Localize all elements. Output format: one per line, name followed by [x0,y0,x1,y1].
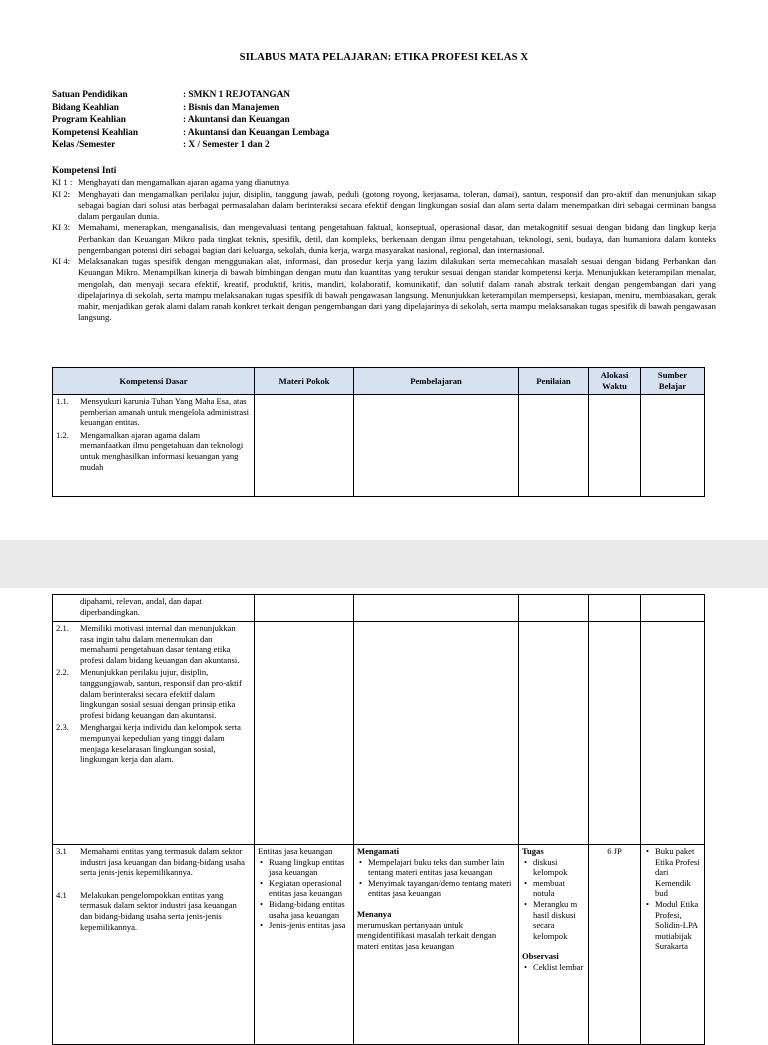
list-item: • Kegiatan operasional entitas jasa keuangan [269,878,350,899]
header-sumber-belajar: Sumber Belajar [641,368,705,395]
materi-list [258,857,350,931]
list-item: • diskusi kelompok [533,857,585,878]
page-gap [0,540,768,588]
header-penilaian: Penilaian [519,368,589,395]
ki-item: KI 4: Melaksanakan tugas spesifik dengan menggunakan alat, informasi, dan prosedur kerja yang lazim dilakukan serta memecahkan masalah sesuai dengan bidang Perbankan dan Keuangan Mikro. Menampilkan kinerja di bawah bimbingan dengan mutu dan kuantitas yang terukur sesuai dengan standar kompetensi kerja. Menunjukkan keterampilan menalar, mengolah, dan menyaji secara efektif, kreatif, produktif, kritis, mandiri, kolaboratif, komunikatif, dan solutif dalam ranah abstrak terkait dengan pengembangan dari yang dipelajarinya di sekolah, serta mampu melaksanakan tugas spesifik di bawah pengawasan langsung. Menunjukkan keterampilan mempersepsi, kesiapan, meniru, membiasakan, gerak mahir, menjadikan gerak alami dalam ranah konkret terkait dengan pengembangan dari yang dipelajarinya di sekolah, serta mampu melaksanakan tugas spesifik di bawah pengawasan langsung. [52,256,716,323]
list-item: • Bidang-bidang entitas usaha jasa keuangan [269,899,350,920]
ki-item: KI 3: Memahami, menerapkan, menganalisis, dan mengevaluasi tentang pengetahuan faktual, konseptual, operasional dasar, dan metakognitif sesuai dengan bidang dan lingkup kerja Perbankan dan Keuangan Mikro pada tingkat teknis, spesifik, detil, dan kompleks, berkenaan dengan ilmu pengetahuan, teknologi, seni, budaya, dan humaniora dalam konteks pengembangan potensi diri sebagai bagian dari keluarga, sekolah, dunia kerja, warga masyarakat nasional, regional, dan internasional. [52,222,716,255]
table-row [53,622,705,845]
document-title: SILABUS MATA PELAJARAN: ETIKA PROFESI KELAS X [239,52,529,63]
kompetensi-inti [52,166,716,324]
identity-row: Kompetensi Keahlian : Akuntansi dan Keuangan Lembaga [52,127,330,138]
identity-block [52,89,329,152]
list-item: • Buku paket Etika Profesi dari Kemendik bud [655,846,701,899]
ki-heading: Kompetensi Inti [52,166,117,176]
syllabus-table-part1 [52,367,705,497]
kd-item: 1.2. Mengamalkan ajaran agama dalam memanfaatkan ilmu pengetahuan dan teknologi untuk menghasilkan informasi keuangan yang mudah [56,429,244,472]
list-item: • Jenis-jenis entitas jasa [269,920,350,931]
table-row [53,595,705,622]
table-header-row [53,368,705,395]
header-kompetensi-dasar: Kompetensi Dasar [53,368,255,395]
list-item: • Mempelajari buku teks dan sumber lain tentang materi entitas jasa keuangan [368,857,515,878]
kd-cell [53,845,255,1045]
list-item: • Ceklist lembar [533,962,585,973]
header-pembelajaran: Pembelajaran [354,368,519,395]
kd-item: 2.1. Memiliki motivasi internal dan menunjukkan rasa ingin tahu dalam menemukan dan memahami pengetahuan dasar tentang etika profesi dalam bidang keuangan dan akuntansi. [56,623,240,665]
list-item: • Ruang lingkup entitas jasa keuangan [269,857,350,878]
kd-cell [53,395,255,497]
kd-item: 1.1. Mensyukuri karunia Tuhan Yang Maha Esa, atas pemberian amanah untuk mengelola administrasi keuangan entitas. [56,396,249,428]
identity-row: Kelas /Semester : X / Semester 1 dan 2 [52,140,270,151]
syllabus-table-part2 [52,594,705,1045]
ki-item: KI 1 : Menghayati dan mengamalkan ajaran agama yang dianutnya [52,177,289,188]
table-row [53,395,705,497]
pembelajaran-cell: Mengamati • Mempelajari buku teks dan sumber lain tentang materi entitas jasa keuangan • Menyimak tayangan/demo tentang materi entitas jasa keuangan Menanya merumuskan pertanyaan untuk mengidentifikasi masalah terkait dengan materi entitas jasa keuangan [354,845,519,1045]
ki-item: KI 2: Menghayati dan mengamalkan perilaku jujur, disiplin, tanggung jawab, peduli (gotong royong, kerjasama, toleran, damai), santun, responsif dan pro-aktif dan menunjukan sikap sebagai bagian dari solusi atas berbagai permasalahan dalam berinteraksi secara efektif dengan lingkungan sosial dan alam serta dalam menempatkan diri sebagai cerminan bangsa dalam pergaulan dunia. [52,188,716,221]
header-alokasi-waktu: Alokasi Waktu [589,368,641,395]
kd-item: 4.1 Melakukan pengelompokkan entitas yang termasuk dalam sektor industri jasa keuangan dan bidang-bidang usaha serta jenis-jenis kepemilikannya. [56,889,237,932]
kd-item: 2.2. Menunjukkan perilaku jujur, disiplin, tanggungjawab, santun, responsif dan pro-aktif dalam berinteraksi secara efektif dalam lingkungan sosial sesuai dengan prinsip etika profesi bidang keuangan dan akuntansi. [56,667,242,720]
kd-item: 3.1 Memahami entitas yang termasuk dalam sektor industri jasa keuangan dan bidang-bidang usaha serta jenis-jenis kepemilikannya. [56,846,245,878]
kd-cell: dipahami, relevan, andal, dan dapat diperbandingkan. [53,595,255,622]
alokasi-cell: 6 JP [589,845,641,1045]
sumber-cell [641,845,705,1045]
list-item: • Merangku m hasil diskusi secara kelompok [533,899,585,941]
identity-row: Bidang Keahlian : Bisnis dan Manajemen [52,102,280,113]
table-row [53,845,705,1045]
list-item: • Menyimak tayangan/demo tentang materi entitas jasa keuangan [368,878,515,899]
penilaian-cell: Tugas • diskusi kelompok • membuat notula • Merangku m hasil diskusi secara kelompok Observasi • Ceklist lembar [519,845,589,1045]
header-materi-pokok: Materi Pokok [255,368,354,395]
identity-row: Program Keahlian : Akuntansi dan Keuangan [52,115,290,126]
identity-row: Satuan Pendidikan : SMKN 1 REJOTANGAN [52,90,291,100]
kd-cell [53,622,255,845]
kd-item: 2.3. Menghargai kerja individu dan kelompok serta mempunyai kepedulian yang tinggi dalam menjaga keselarasan lingkungan sosial, lingkungan kerja dan alam. [56,722,241,765]
list-item: • membuat notula [533,878,585,899]
list-item: • Modul Etika Profesi, Solidin-LPA mutiabijak Surakarta [655,899,701,952]
materi-cell: Entitas jasa keuangan • Ruang lingkup entitas jasa keuangan • Kegiatan operasional entitas jasa keuangan • Bidang-bidang entitas usaha jasa keuangan • Jenis-jenis entitas jasa [255,845,354,1045]
